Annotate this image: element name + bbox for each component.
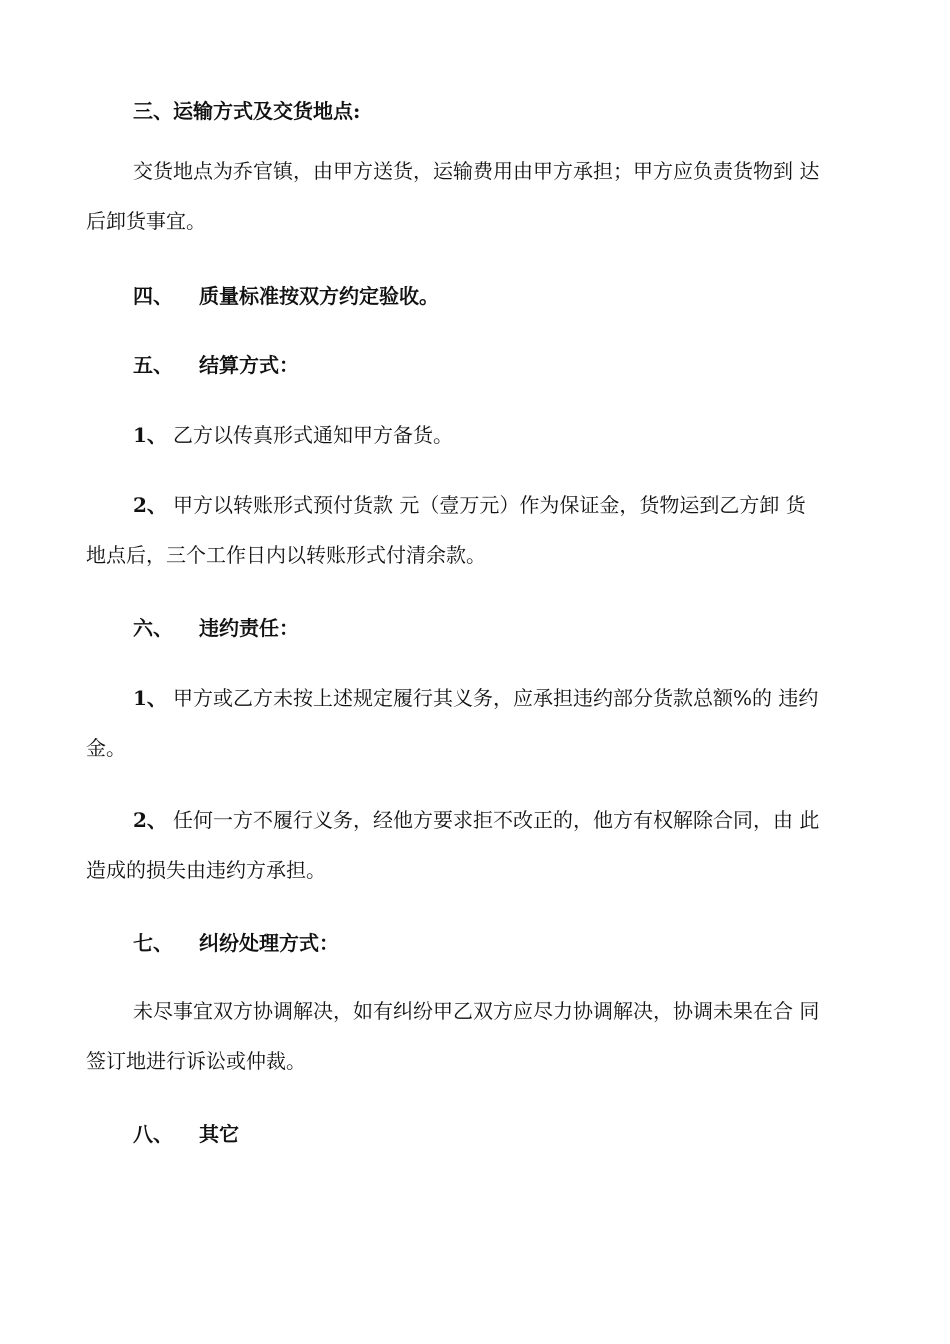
section-6-number: 六、 — [133, 616, 173, 640]
section-6-item-2-line-1 — [133, 806, 819, 834]
section-7-title: 纠纷处理方式： — [199, 931, 339, 955]
section-6-item-2-line-2: 造成的损失由违约方承担。 — [86, 858, 326, 882]
section-5-item-1 — [133, 421, 453, 449]
section-5-item-2-line-2: 地点后，三个工作日内以转账形式付清余款。 — [86, 543, 486, 567]
section-3-heading: 三、运输方式及交货地点: — [133, 99, 361, 123]
section-4-heading — [133, 282, 439, 310]
section-5-item-2-text: 甲方以转账形式预付货款 元（壹万元）作为保证金，货物运到乙方卸 货 — [173, 493, 806, 517]
section-5-item-2-number: 2、 — [133, 493, 167, 517]
section-7-paragraph-line-1: 未尽事宜双方协调解决，如有纠纷甲乙双方应尽力协调解决，协调未果在合 同 — [133, 999, 820, 1023]
section-6-item-1-text: 甲方或乙方未按上述规定履行其义务，应承担违约部分货款总额%的 违约 — [173, 686, 819, 710]
section-8-heading — [133, 1120, 239, 1148]
section-6-item-1-line-1 — [133, 684, 818, 712]
section-6-item-1-line-2: 金。 — [86, 736, 126, 760]
section-4-number: 四、 — [133, 284, 173, 308]
section-8-title: 其它 — [199, 1122, 239, 1146]
section-6-item-1-number: 1、 — [133, 686, 167, 710]
section-7-heading — [133, 929, 339, 957]
section-7-paragraph-line-2: 签订地进行诉讼或仲裁。 — [86, 1049, 306, 1073]
section-5-item-1-number: 1、 — [133, 423, 167, 447]
section-5-number: 五、 — [133, 353, 173, 377]
section-5-item-2-line-1 — [133, 491, 806, 519]
section-6-item-2-number: 2、 — [133, 808, 167, 832]
section-3-paragraph-line-1: 交货地点为乔官镇，由甲方送货，运输费用由甲方承担；甲方应负责货物到 达 — [133, 159, 820, 183]
section-7-number: 七、 — [133, 931, 173, 955]
section-6-heading — [133, 614, 299, 642]
section-5-title: 结算方式： — [199, 353, 299, 377]
section-4-title: 质量标准按双方约定验收。 — [199, 284, 439, 308]
section-5-heading — [133, 351, 299, 379]
section-6-item-2-text: 任何一方不履行义务，经他方要求拒不改正的，他方有权解除合同，由 此 — [173, 808, 820, 832]
section-8-number: 八、 — [133, 1122, 173, 1146]
section-3-paragraph-line-2: 后卸货事宜。 — [86, 209, 206, 233]
section-5-item-1-text: 乙方以传真形式通知甲方备货。 — [173, 423, 453, 447]
section-6-title: 违约责任： — [199, 616, 299, 640]
